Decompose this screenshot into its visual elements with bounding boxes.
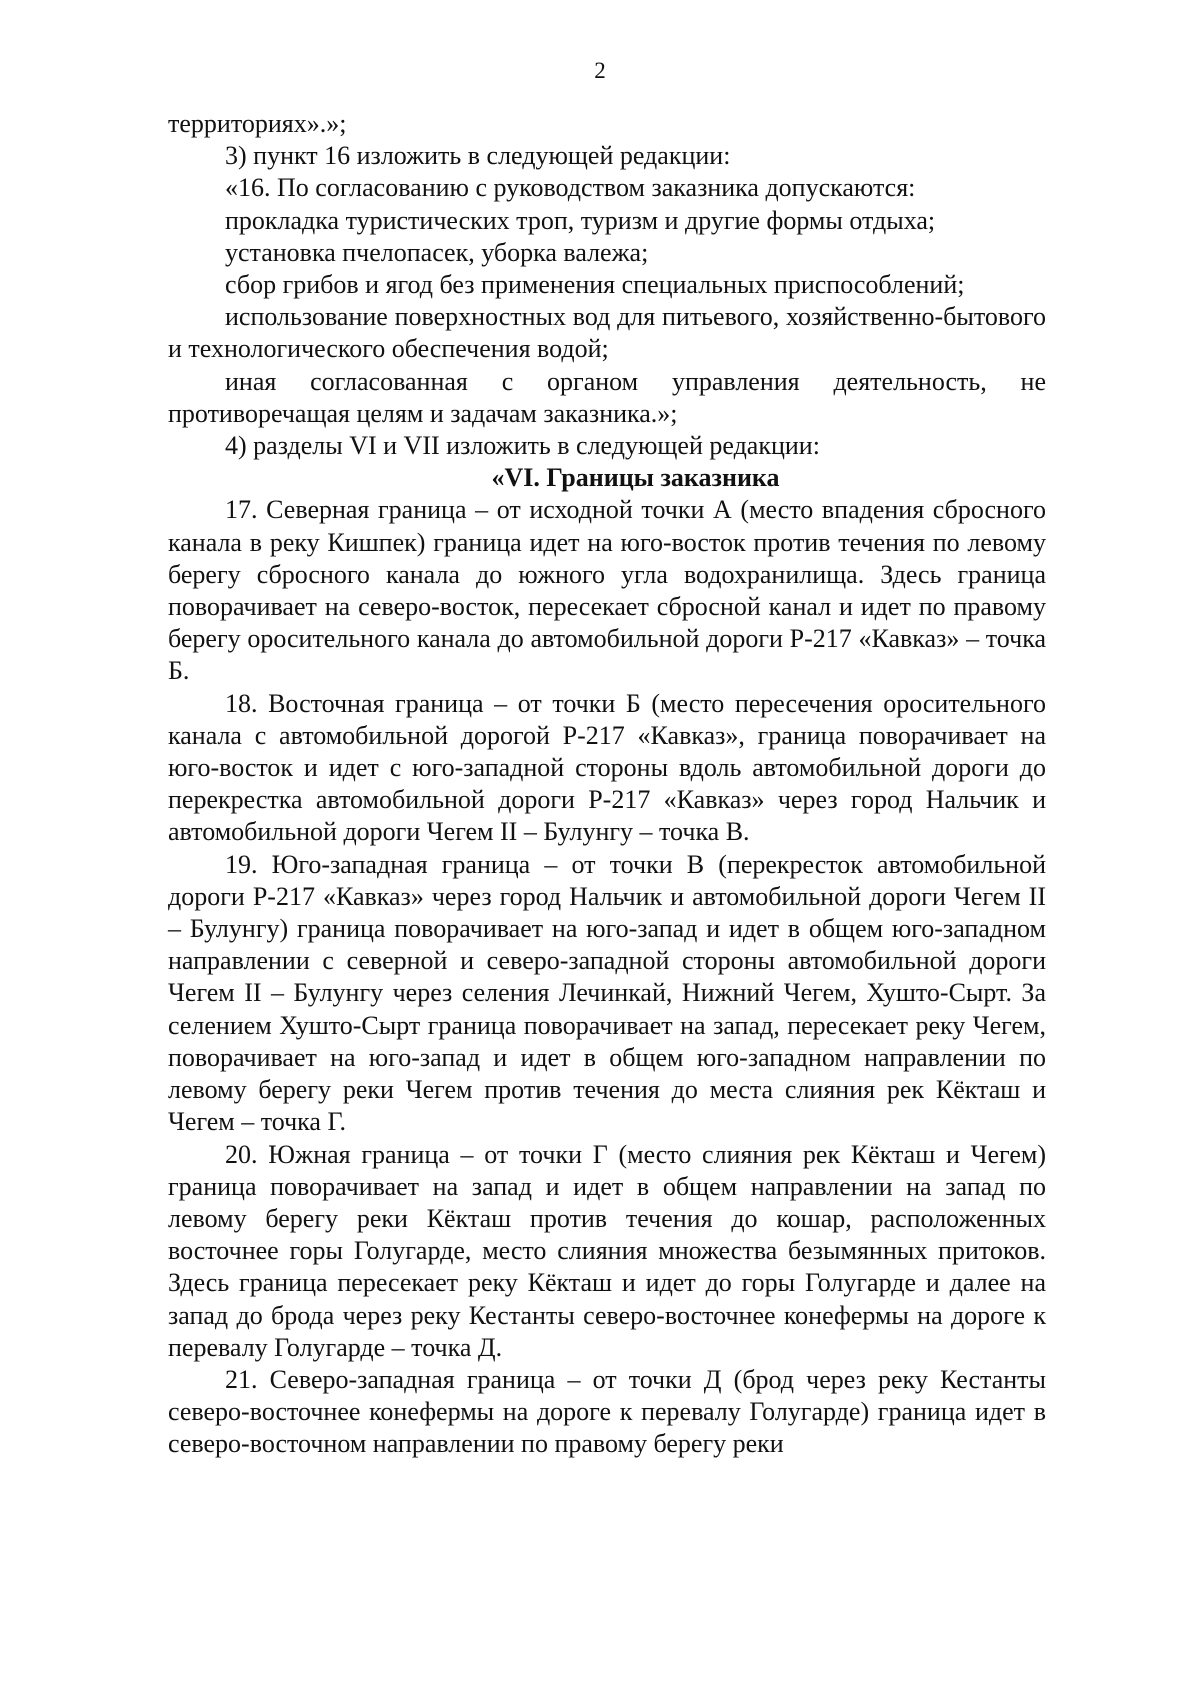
paragraph: сбор грибов и ягод без применения специальных приспособлений; [225,270,965,300]
section-heading: «VI. Границы заказника [491,463,780,493]
paragraph: установка пчелопасек, уборка валежа; [225,237,649,267]
paragraph: территориях».»; [168,109,347,138]
page-number: 2 [594,58,606,83]
paragraph: «16. По согласованию с руководством заказника допускаются: [225,173,916,203]
paragraph: 3) пункт 16 изложить в следующей редакции: [225,141,731,171]
paragraph: 20. Южная граница – от точки Г (место слияния рек Кёкташ и Чегем) граница поворачивает на запад и идет в общем направлении на запад по левому берегу реки Кёкташ против течения до кошар, расположенных восточнее горы Голугарде, место слияния множества безымянных притоков. Здесь граница пересекает реку Кёкташ и идет до горы Голугарде и далее на запад до брода через реку Кестанты северо-восточнее конефермы на дороге к перевалу Голугарде – точка Д. [168,1139,1046,1362]
paragraph: 4) разделы VI и VII изложить в следующей редакции: [225,431,820,461]
paragraph: использование поверхностных вод для питьевого, хозяйственно-бытового и технологического обеспечения водой; [168,302,1046,364]
paragraph: 18. Восточная граница – от точки Б (место пересечения оросительного канала с автомобильной дорогой Р-217 «Кавказ», граница поворачивает на юго-восток и идет с юго-западной стороны вдоль автомобильной дороги до перекрестка автомобильной дороги Р-217 «Кавказ» через город Нальчик и автомобильной дороги Чегем II – Булунгу – точка В. [168,688,1046,847]
paragraph: 19. Юго-западная граница – от точки В (перекресток автомобильной дороги Р-217 «Кавказ» через город Нальчик и автомобильной дороги Чегем II – Булунгу) граница поворачивает на юго-запад и идет в общем юго-западном направлении с северной и северо-западной стороны автомобильной дороги Чегем II – Булунгу через селения Лечинкай, Нижний Чегем, Хушто-Сырт. За селением Хушто-Сырт граница поворачивает на запад, пересекает реку Чегем, поворачивает на юго-запад и идет в общем юго-западном направлении по левому берегу реки Чегем против течения до места слияния рек Кёкташ и Чегем – точка Г. [168,849,1046,1137]
paragraph: иная согласованная с органом управления деятельность, не противоречащая целям и задачам заказника.»; [168,366,1046,428]
document-body [168,108,1046,1461]
paragraph: прокладка туристических троп, туризм и другие формы отдыха; [225,205,936,235]
paragraph: 17. Северная граница – от исходной точки А (место впадения сбросного канала в реку Кишпек) граница идет на юго-восток против течения по левому берегу сбросного канала до южного угла водохранилища. Здесь граница поворачивает на северо-восток, пересекает сбросной канал и идет по правому берегу оросительного канала до автомобильной дороги Р-217 «Кавказ» – точка Б. [168,495,1046,686]
paragraph: 21. Северо-западная граница – от точки Д (брод через реку Кестанты северо-восточнее конефермы на дороге к перевалу Голугарде) граница идет в северо-восточном направлении по правому берегу реки [168,1364,1046,1459]
